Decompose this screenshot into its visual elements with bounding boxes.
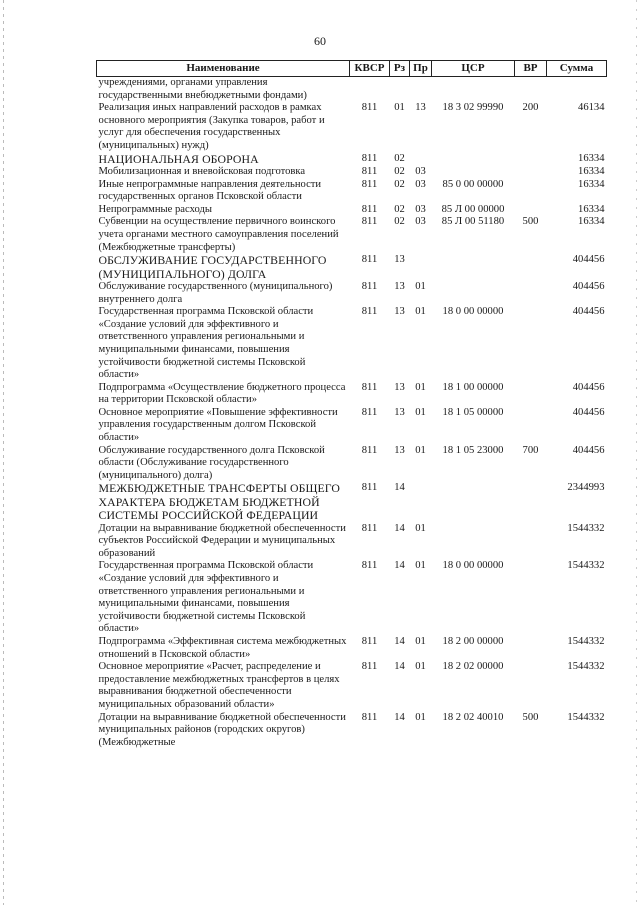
cell-sum: 1544332 (567, 522, 605, 534)
cell-csr: 18 2 02 40010 (442, 711, 504, 723)
scan-edge-right (636, 0, 637, 905)
cell-vr (515, 636, 547, 661)
cell-vr: 700 (522, 444, 539, 456)
table-row (97, 636, 607, 661)
cell-rz: 13 (394, 406, 405, 418)
cell-name: Субвенции на осуществление первичного воинского учета органами местного самоуправления поселений (Межбюджетные трансферты) (98, 216, 339, 253)
table-row (97, 560, 607, 636)
cell-pr (410, 482, 432, 522)
cell-csr (432, 482, 515, 522)
cell-kvsr: 811 (361, 203, 378, 215)
table-row (97, 216, 607, 254)
cell-kvsr: 811 (361, 102, 378, 114)
cell-rz: 13 (394, 280, 405, 292)
cell-name: Дотации на выравнивание бюджетной обеспеченности субъектов Российской Федерации и муниципальных образований (98, 522, 346, 559)
cell-sum: 404456 (572, 381, 605, 393)
cell-csr: 18 2 00 00000 (442, 636, 504, 647)
cell-pr: 01 (415, 444, 426, 456)
cell-rz: 14 (394, 711, 405, 723)
cell-pr (410, 77, 432, 103)
cell-rz: 14 (394, 522, 405, 534)
cell-pr: 01 (415, 560, 426, 572)
cell-pr: 01 (415, 280, 426, 292)
cell-rz: 14 (394, 661, 405, 673)
cell-vr (515, 153, 547, 166)
cell-csr: 18 0 00 00000 (442, 306, 504, 318)
table-row (97, 281, 607, 306)
table-row (97, 523, 607, 561)
cell-sum: 1544332 (567, 661, 605, 673)
cell-pr: 03 (415, 216, 426, 228)
table-row (97, 306, 607, 382)
table-row (97, 382, 607, 407)
cell-kvsr: 811 (361, 306, 378, 318)
cell-csr: 18 3 02 99990 (442, 102, 504, 114)
cell-sum: 404456 (572, 280, 605, 292)
cell-pr (410, 254, 432, 281)
cell-rz: 14 (394, 482, 405, 494)
cell-vr (515, 482, 547, 522)
cell-csr: 85 Л 00 51180 (441, 216, 505, 228)
cell-pr: 03 (415, 203, 426, 215)
page-number: 60 (314, 34, 326, 48)
header-vr: ВР (515, 61, 547, 77)
cell-vr: 200 (522, 102, 539, 114)
cell-vr (515, 523, 547, 561)
header-csr: ЦСР (432, 61, 515, 77)
cell-sum: 404456 (572, 306, 605, 318)
cell-sum: 404456 (572, 444, 605, 456)
cell-vr (515, 560, 547, 636)
cell-kvsr: 811 (361, 522, 378, 534)
cell-sum (547, 77, 607, 103)
table-row (97, 179, 607, 204)
cell-name: Государственная программа Псковской области «Создание условий для эффективного и ответственного управления региональными и муниципальными финансами, повышения устойчивости бюджетной системы Псковской области» (98, 306, 314, 381)
table-row (97, 204, 607, 217)
cell-kvsr: 811 (361, 636, 378, 647)
cell-pr: 01 (415, 711, 426, 723)
cell-name: Подпрограмма «Эффективная система межбюджетных отношений в Псковской области» (98, 636, 347, 660)
cell-pr (410, 153, 432, 166)
cell-csr (432, 166, 515, 179)
section-row (97, 482, 607, 522)
cell-pr: 01 (415, 636, 426, 647)
cell-name: учреждениями, органами управления государственными внебюджетными фондами) (98, 77, 307, 101)
cell-pr: 01 (415, 661, 426, 673)
cell-kvsr: 811 (361, 152, 378, 164)
cell-sum: 46134 (578, 102, 605, 114)
cell-pr: 01 (415, 381, 426, 393)
cell-name: Непрограммные расходы (98, 203, 212, 215)
table-header-row (97, 61, 607, 77)
cell-sum: 16334 (578, 178, 605, 190)
cell-pr: 01 (415, 306, 426, 318)
cell-vr (515, 281, 547, 306)
cell-name: Иные непрограммные направления деятельности государственных органов Псковской области (98, 178, 322, 203)
cell-kvsr: 811 (361, 560, 378, 572)
cell-vr (515, 306, 547, 382)
cell-rz: 02 (394, 178, 405, 190)
cell-pr: 03 (415, 178, 426, 190)
cell-sum: 1544332 (567, 711, 605, 723)
table-row (97, 661, 607, 711)
cell-rz: 14 (394, 560, 405, 572)
cell-vr (515, 382, 547, 407)
header-kvsr: КВСР (350, 61, 390, 77)
cell-rz: 01 (394, 102, 405, 114)
cell-rz: 02 (394, 152, 405, 164)
table-row (97, 712, 607, 750)
cell-kvsr: 811 (361, 178, 378, 190)
header-pr: Пр (410, 61, 432, 77)
cell-csr (432, 281, 515, 306)
cell-rz: 02 (394, 203, 405, 215)
cell-rz: 02 (394, 216, 405, 228)
cell-csr: 85 0 00 00000 (442, 178, 504, 190)
cell-name: Государственная программа Псковской области «Создание условий для эффективного и ответственного управления региональными и муниципальными финансами, повышения устойчивости бюджетной системы Псковской области» (98, 560, 314, 635)
cell-kvsr: 811 (361, 406, 378, 418)
cell-sum: 16334 (578, 152, 605, 164)
cell-csr (432, 77, 515, 103)
cell-vr (515, 407, 547, 445)
table-row (97, 445, 607, 483)
cell-csr (432, 153, 515, 166)
cell-name: Мобилизационная и вневойсковая подготовка (98, 165, 306, 177)
cell-sum: 2344993 (567, 482, 605, 494)
cell-csr: 18 1 05 00000 (442, 406, 504, 418)
table-row (97, 407, 607, 445)
cell-pr: 01 (415, 406, 426, 418)
cell-sum: 16334 (578, 165, 605, 177)
cell-vr: 500 (522, 216, 539, 228)
cell-name: Подпрограмма «Осуществление бюджетного процесса на территории Псковской области» (98, 381, 346, 406)
table-body (97, 77, 607, 750)
cell-name: Основное мероприятие «Расчет, распределение и предоставление межбюджетных трансфертов в целях выравнивания бюджетной обеспеченности муниципальных образований области» (98, 661, 340, 710)
cell-sum: 1544332 (567, 560, 605, 572)
cell-name: МЕЖБЮДЖЕТНЫЕ ТРАНСФЕРТЫ ОБЩЕГО ХАРАКТЕРА БЮДЖЕТАМ БЮДЖЕТНОЙ СИСТЕМЫ РОССИЙСКОЙ ФЕДЕРАЦИИ (98, 481, 341, 523)
cell-vr (515, 179, 547, 204)
cell-vr (515, 77, 547, 103)
cell-vr (515, 166, 547, 179)
cell-sum: 404456 (572, 406, 605, 418)
cell-kvsr: 811 (361, 165, 378, 177)
cell-name: Обслуживание государственного (муниципального) внутреннего долга (98, 280, 333, 305)
cell-kvsr: 811 (361, 280, 378, 292)
cell-rz: 13 (394, 306, 405, 318)
cell-rz: 13 (394, 444, 405, 456)
cell-name: Основное мероприятие «Повышение эффективности управления государственным долгом Псковской области» (98, 406, 338, 444)
cell-vr: 500 (522, 711, 539, 723)
section-row (97, 254, 607, 281)
cell-kvsr: 811 (361, 254, 378, 266)
header-rz: Рз (390, 61, 410, 77)
cell-kvsr: 811 (361, 216, 378, 228)
cell-csr: 18 1 05 23000 (442, 444, 504, 456)
cell-name: Дотации на выравнивание бюджетной обеспеченности муниципальных районов (городских округов) (Межбюджетные (98, 711, 346, 748)
cell-name: ОБСЛУЖИВАНИЕ ГОСУДАРСТВЕННОГО (МУНИЦИПАЛЬНОГО) ДОЛГА (98, 253, 327, 281)
cell-kvsr: 811 (361, 482, 378, 494)
cell-name: НАЦИОНАЛЬНАЯ ОБОРОНА (98, 151, 259, 166)
cell-rz: 13 (394, 381, 405, 393)
cell-kvsr: 811 (361, 381, 378, 393)
cell-sum: 16334 (578, 203, 605, 215)
cell-csr (432, 523, 515, 561)
section-row (97, 153, 607, 166)
cell-name: Реализация иных направлений расходов в рамках основного мероприятия (Закупка товаров, работ и услуг для обеспечения государственных (муниципальных) нужд) (98, 102, 325, 151)
cell-kvsr: 811 (361, 711, 378, 723)
table-row (97, 166, 607, 179)
table-row (97, 102, 607, 152)
cell-vr (515, 204, 547, 217)
table-row (97, 77, 607, 103)
cell-sum: 16334 (578, 216, 605, 228)
scan-edge-left (3, 0, 4, 905)
cell-vr (515, 661, 547, 711)
cell-kvsr: 811 (361, 661, 378, 673)
cell-csr: 18 0 00 00000 (442, 560, 504, 572)
cell-kvsr (350, 77, 390, 103)
cell-rz: 14 (394, 636, 405, 647)
cell-vr (515, 254, 547, 281)
cell-pr: 03 (415, 165, 426, 177)
cell-rz (390, 77, 410, 103)
header-sum: Сумма (547, 61, 607, 77)
cell-csr (432, 254, 515, 281)
cell-csr: 85 Л 00 00000 (441, 203, 505, 215)
budget-table (96, 60, 607, 749)
cell-csr: 18 2 02 00000 (442, 661, 504, 673)
cell-rz: 02 (394, 165, 405, 177)
cell-csr: 18 1 00 00000 (442, 381, 504, 393)
cell-name: Обслуживание государственного долга Псковской области (Обслуживание государственного (муниципального) долга) (98, 444, 325, 481)
cell-kvsr: 811 (361, 444, 378, 456)
cell-sum: 404456 (572, 254, 605, 266)
header-name: Наименование (97, 61, 350, 77)
cell-pr: 13 (415, 102, 426, 114)
cell-sum: 1544332 (567, 636, 605, 647)
cell-rz: 13 (394, 254, 405, 266)
cell-pr: 01 (415, 522, 426, 534)
